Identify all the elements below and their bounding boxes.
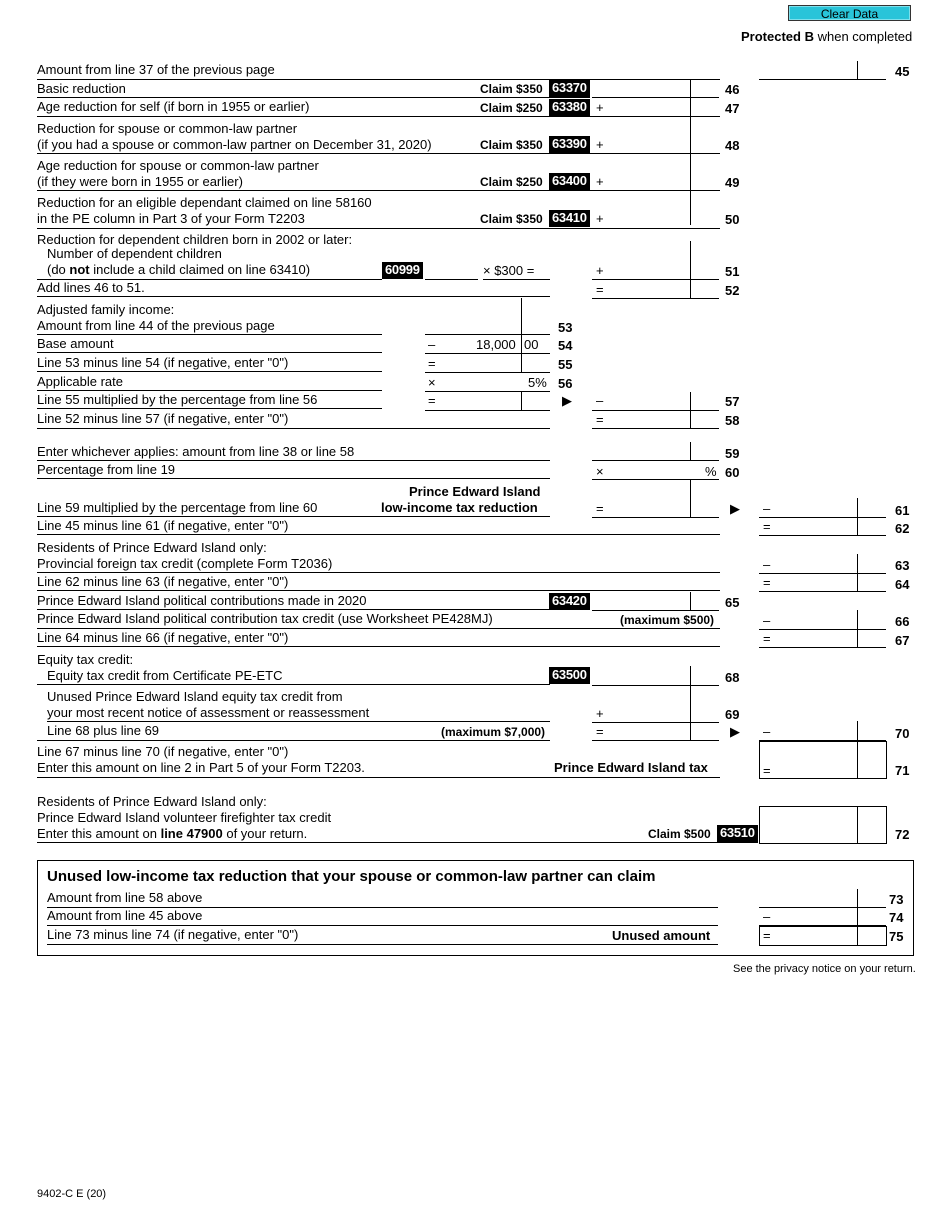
line-67-field[interactable] [759,647,886,648]
line-68-70-cents-divider [690,666,691,740]
line-71-cents-divider [857,741,858,778]
line-66-maximum: (maximum $500) [620,613,715,627]
line-52-field[interactable] [592,298,719,299]
line-75-label: Line 73 minus line 74 (if negative, enter "0") [47,927,299,942]
line-47-underline [37,116,720,117]
line-46-number: 46 [725,82,740,97]
line-60-percent: % [705,464,717,479]
line-49-code: 63400 [549,173,590,190]
line-51-label-3c: include a child claimed on line 63410) [89,262,311,277]
line-64-equals: = [763,575,771,590]
line-46-field[interactable] [592,97,719,98]
line-67-cents-divider [857,629,858,647]
line-49-underline [37,190,720,191]
line-64-cents-divider [857,573,858,591]
line-52-label: Add lines 46 to 51. [37,280,145,295]
line-72-label-3b: line 47900 [160,826,223,841]
line-65-underline [37,609,550,610]
line-58-field[interactable] [592,428,719,429]
line-46-underline [37,97,590,98]
line-48-number: 48 [725,138,740,153]
line-69-plus: + [596,706,604,721]
privacy-notice: See the privacy notice on your return. [733,963,916,975]
line-49-label-1: Age reduction for spouse or common-law partner [37,158,319,173]
line-55-number: 55 [558,357,573,372]
line-51-multiplier: × $300 = [483,263,535,278]
line-54-label: Base amount [37,336,114,351]
line-69-label-2: your most recent notice of assessment or reassessment [47,705,370,720]
line-68-number: 68 [725,670,740,685]
line-46-label: Basic reduction [37,81,126,96]
line-72-underline [37,842,758,843]
line-63-field[interactable] [759,573,886,574]
line-53-cents-divider [521,298,522,334]
line-53-number: 53 [558,320,573,335]
line-50-label-2: in the PE column in Part 3 of your Form T2203 [37,211,305,226]
line-70-number: 70 [895,726,910,741]
pei-tax-title: Prince Edward Island tax [554,760,708,775]
line-63-minus: – [763,557,771,572]
line-52-number: 52 [725,283,740,298]
line-73-label: Amount from line 58 above [47,890,203,905]
line-51-result-field[interactable] [483,279,550,280]
line-62-label: Line 45 minus line 61 (if negative, enter "0") [37,518,289,533]
line-61-field-2[interactable] [759,517,886,518]
line-62-number: 62 [895,521,910,536]
line-64-underline [37,590,720,591]
line-56-label: Applicable rate [37,374,123,389]
unused-amount-title: Unused amount [612,928,711,943]
line-70-maximum: (maximum $7,000) [441,725,546,739]
line-61-cents-divider [690,480,691,517]
line-70-arrow-icon: ▶ [730,724,740,739]
line-70-cents-divider-2 [857,721,858,740]
line-62-underline [37,534,720,535]
line-63-underline [37,572,720,573]
line-47-plus: + [596,100,604,115]
line-71-field[interactable] [759,741,887,779]
line-69-field[interactable] [592,722,719,723]
line-72-field[interactable] [759,806,887,844]
line-73-number: 73 [889,892,904,907]
line-51-label-3b: not [69,262,90,277]
line-72-label-3a: Enter this amount on [37,826,161,841]
line-70-minus: – [763,724,771,739]
line-72-code: 63510 [717,825,758,842]
line-50-code: 63410 [549,210,590,227]
line-71-label-1: Line 67 minus line 70 (if negative, enter "0") [37,744,289,759]
line-72-label-3c: of your return. [222,826,308,841]
line-45-underline [37,79,720,80]
line-60-label: Percentage from line 19 [37,462,176,477]
line-57-minus: – [596,393,604,408]
line-58-underline [37,428,550,429]
line-55-cents-divider [521,354,522,372]
line-74-number: 74 [889,910,904,925]
line-47-label: Age reduction for self (if born in 1955 or earlier) [37,99,310,114]
line-55-equals: = [428,356,436,371]
line-58-cents-divider [690,410,691,428]
line-66-number: 66 [895,614,910,629]
line-66-label: Prince Edward Island political contribution tax credit (use Worksheet PE428MJ) [37,611,493,626]
line-50-label-1: Reduction for an eligible dependant claimed on line 58160 [37,195,372,210]
line-61-label: Line 59 multiplied by the percentage from line 60 [37,500,318,515]
line-59-label: Enter whichever applies: amount from line 38 or line 58 [37,444,355,459]
line-60-underline [37,478,550,479]
line-47-code: 63380 [549,99,590,116]
line-60-number: 60 [725,465,740,480]
line-54-value: 18,000 [476,337,516,352]
line-58-label: Line 52 minus line 57 (if negative, enter "0") [37,411,289,426]
line-56-times: × [428,375,436,390]
line-49-number: 49 [725,175,740,190]
line-50-plus: + [596,211,604,226]
line-70-field[interactable] [592,740,719,741]
line-51-code: 60999 [382,262,423,279]
line-45-number: 45 [895,64,910,79]
line-60-times: × [596,464,604,479]
line-51-plus: + [596,263,604,278]
line-47-number: 47 [725,101,740,116]
line-72-number: 72 [895,827,910,842]
low-income-title-2: low-income tax reduction [381,500,538,515]
line-64-number: 64 [895,577,910,592]
line-47-claim: Claim $250 [480,101,543,115]
line-50-claim: Claim $350 [480,212,543,226]
line-53-label-1: Adjusted family income: [37,302,175,317]
line-52-cents-divider [690,280,691,298]
line-63-label-2: Provincial foreign tax credit (complete Form T2036) [37,556,333,571]
line-52-equals: = [596,282,604,297]
line-56-rate: 5% [528,375,547,390]
line-48-label-1: Reduction for spouse or common-law partner [37,121,298,136]
line-51-label-3 [47,262,310,277]
line-65-cents-divider [690,592,691,610]
line-68-field[interactable] [592,685,719,686]
line-68-code: 63500 [549,667,590,684]
line-54-underline [37,352,382,353]
line-75-field[interactable] [759,926,887,946]
line-45-cents-divider [857,61,858,79]
line-54-cents-divider [521,335,522,353]
line-68-label-1: Equity tax credit: [37,652,134,667]
line-61-underline [37,516,550,517]
line-72-cents-divider [857,806,858,843]
line-63-number: 63 [895,558,910,573]
line-65-code: 63420 [549,593,590,610]
line-64-field[interactable] [759,591,886,592]
line-67-underline [37,646,720,647]
line-55-label: Line 53 minus line 54 (if negative, enter "0") [37,355,289,370]
line-67-label: Line 64 minus line 66 (if negative, enter "0") [37,630,289,645]
line-56-field [425,391,550,392]
line-61-arrow-icon: ▶ [730,501,740,516]
line-49-claim: Claim $250 [480,175,543,189]
line-51-field[interactable] [592,279,719,280]
line-68-underline [37,684,550,685]
line-65-field[interactable] [592,610,719,611]
line-51-label-2: Number of dependent children [47,246,222,261]
line-69-label-1: Unused Prince Edward Island equity tax credit from [47,689,343,704]
clear-data-button[interactable]: Clear Data [788,5,911,21]
line-51-cents-divider [690,241,691,279]
line-45-label: Amount from line 37 of the previous page [37,62,275,77]
line-65-number: 65 [725,595,740,610]
line-51-label-1: Reduction for dependent children born in 2002 or later: [37,232,353,247]
line-58-equals: = [596,412,604,427]
line-52-underline [37,296,550,297]
line-61-minus: – [763,501,771,516]
line-61-number: 61 [895,503,910,518]
line-57-equals: = [428,393,436,408]
line-53-underline [37,334,382,335]
line-59-cents-divider [690,442,691,460]
line-61-equals: = [596,501,604,516]
line-75-underline [47,944,718,945]
children-count-field[interactable] [425,279,478,280]
line-59-number: 59 [725,446,740,461]
line-71-underline [37,777,720,778]
line-54-minus: – [428,337,436,352]
protected-b-label [741,29,912,44]
line-70-underline [37,740,550,741]
line-64-label: Line 62 minus line 63 (if negative, enter "0") [37,574,289,589]
line-75-number: 75 [889,929,904,944]
line-74-label: Amount from line 45 above [47,908,203,923]
line-50-underline [37,228,720,229]
line-51-label-3a: (do [47,262,70,277]
line-48-underline [37,153,720,154]
line-57-label: Line 55 multiplied by the percentage from line 56 [37,392,318,407]
line-55-underline [37,371,382,372]
low-income-title-1: Prince Edward Island [409,484,541,499]
line-65-label: Prince Edward Island political contributions made in 2020 [37,593,367,608]
line-46-code: 63370 [549,80,590,97]
line-57-cents-divider [521,392,522,410]
line-56-number: 56 [558,376,573,391]
line-62-field[interactable] [759,535,886,536]
line-60-field[interactable] [592,479,719,480]
line-74-minus: – [763,909,771,924]
line-63-cents-divider [857,554,858,573]
line-61-field[interactable] [592,517,719,518]
line-54-number: 54 [558,338,573,353]
line-72-label-1: Residents of Prince Edward Island only: [37,794,267,809]
line-45-field[interactable] [759,79,886,80]
line-48-label-2: (if you had a spouse or common-law partner on December 31, 2020) [37,137,432,152]
line-68-label-2: Equity tax credit from Certificate PE-ETC [47,668,283,683]
line-73-field[interactable] [759,907,886,908]
line-53-field[interactable] [425,334,550,335]
line-57-underline [37,408,382,409]
line-73-cents-divider [857,889,858,907]
line-57-cents-divider-2 [690,392,691,410]
line-66-cents-divider [857,610,858,629]
line-75-cents-divider [857,926,858,945]
line-59-underline [37,460,550,461]
line-70-equals: = [596,724,604,739]
line-58-number: 58 [725,413,740,428]
line-49-plus: + [596,174,604,189]
line-48-plus: + [596,137,604,152]
line-51-number: 51 [725,264,740,279]
line-48-code: 63390 [549,136,590,153]
line-49-label-2: (if they were born in 1955 or earlier) [37,174,243,189]
line-48-claim: Claim $350 [480,138,543,152]
line-69-number: 69 [725,707,740,722]
line-74-underline [47,925,718,926]
line-66-minus: – [763,613,771,628]
unused-reduction-title: Unused low-income tax reduction that your spouse or common-law partner can claim [47,868,656,885]
line-54-field [425,353,550,354]
line-55-field[interactable] [425,372,550,373]
line-63-label-1: Residents of Prince Edward Island only: [37,540,267,555]
line-61-cents-divider-2 [857,498,858,517]
line-57-arrow-icon: ▶ [562,393,572,408]
line-46-claim: Claim $350 [480,82,543,96]
line-66-field[interactable] [759,629,886,630]
line-54-cents: 00 [524,337,539,352]
line-70-label: Line 68 plus line 69 [47,723,160,738]
line-75-equals: = [763,928,771,943]
line-57-field-2[interactable] [592,410,719,411]
line-71-equals: = [763,763,771,778]
line-66-underline [37,628,720,629]
form-id: 9402-C E (20) [37,1188,107,1200]
line-57-field[interactable] [425,410,550,411]
line-53-label-2: Amount from line 44 of the previous page [37,318,275,333]
line-71-label-2: Enter this amount on line 2 in Part 5 of your Form T2203. [37,760,365,775]
line-74-cents-divider [857,907,858,925]
line-62-cents-divider [857,517,858,535]
line-56-underline [37,390,382,391]
line-72-label-2: Prince Edward Island volunteer firefighter tax credit [37,810,332,825]
line-67-equals: = [763,631,771,646]
protected-b-text: Protected B [741,29,814,44]
protected-b-suffix: when completed [817,29,913,44]
line-50-number: 50 [725,212,740,227]
line-71-number: 71 [895,763,910,778]
line-57-number: 57 [725,394,740,409]
line-72-claim: Claim $500 [648,827,711,841]
line-59-field[interactable] [592,460,719,461]
line-69-underline [47,721,550,722]
line-72-label-3 [37,826,307,841]
line-62-equals: = [763,519,771,534]
line-67-number: 67 [895,633,910,648]
